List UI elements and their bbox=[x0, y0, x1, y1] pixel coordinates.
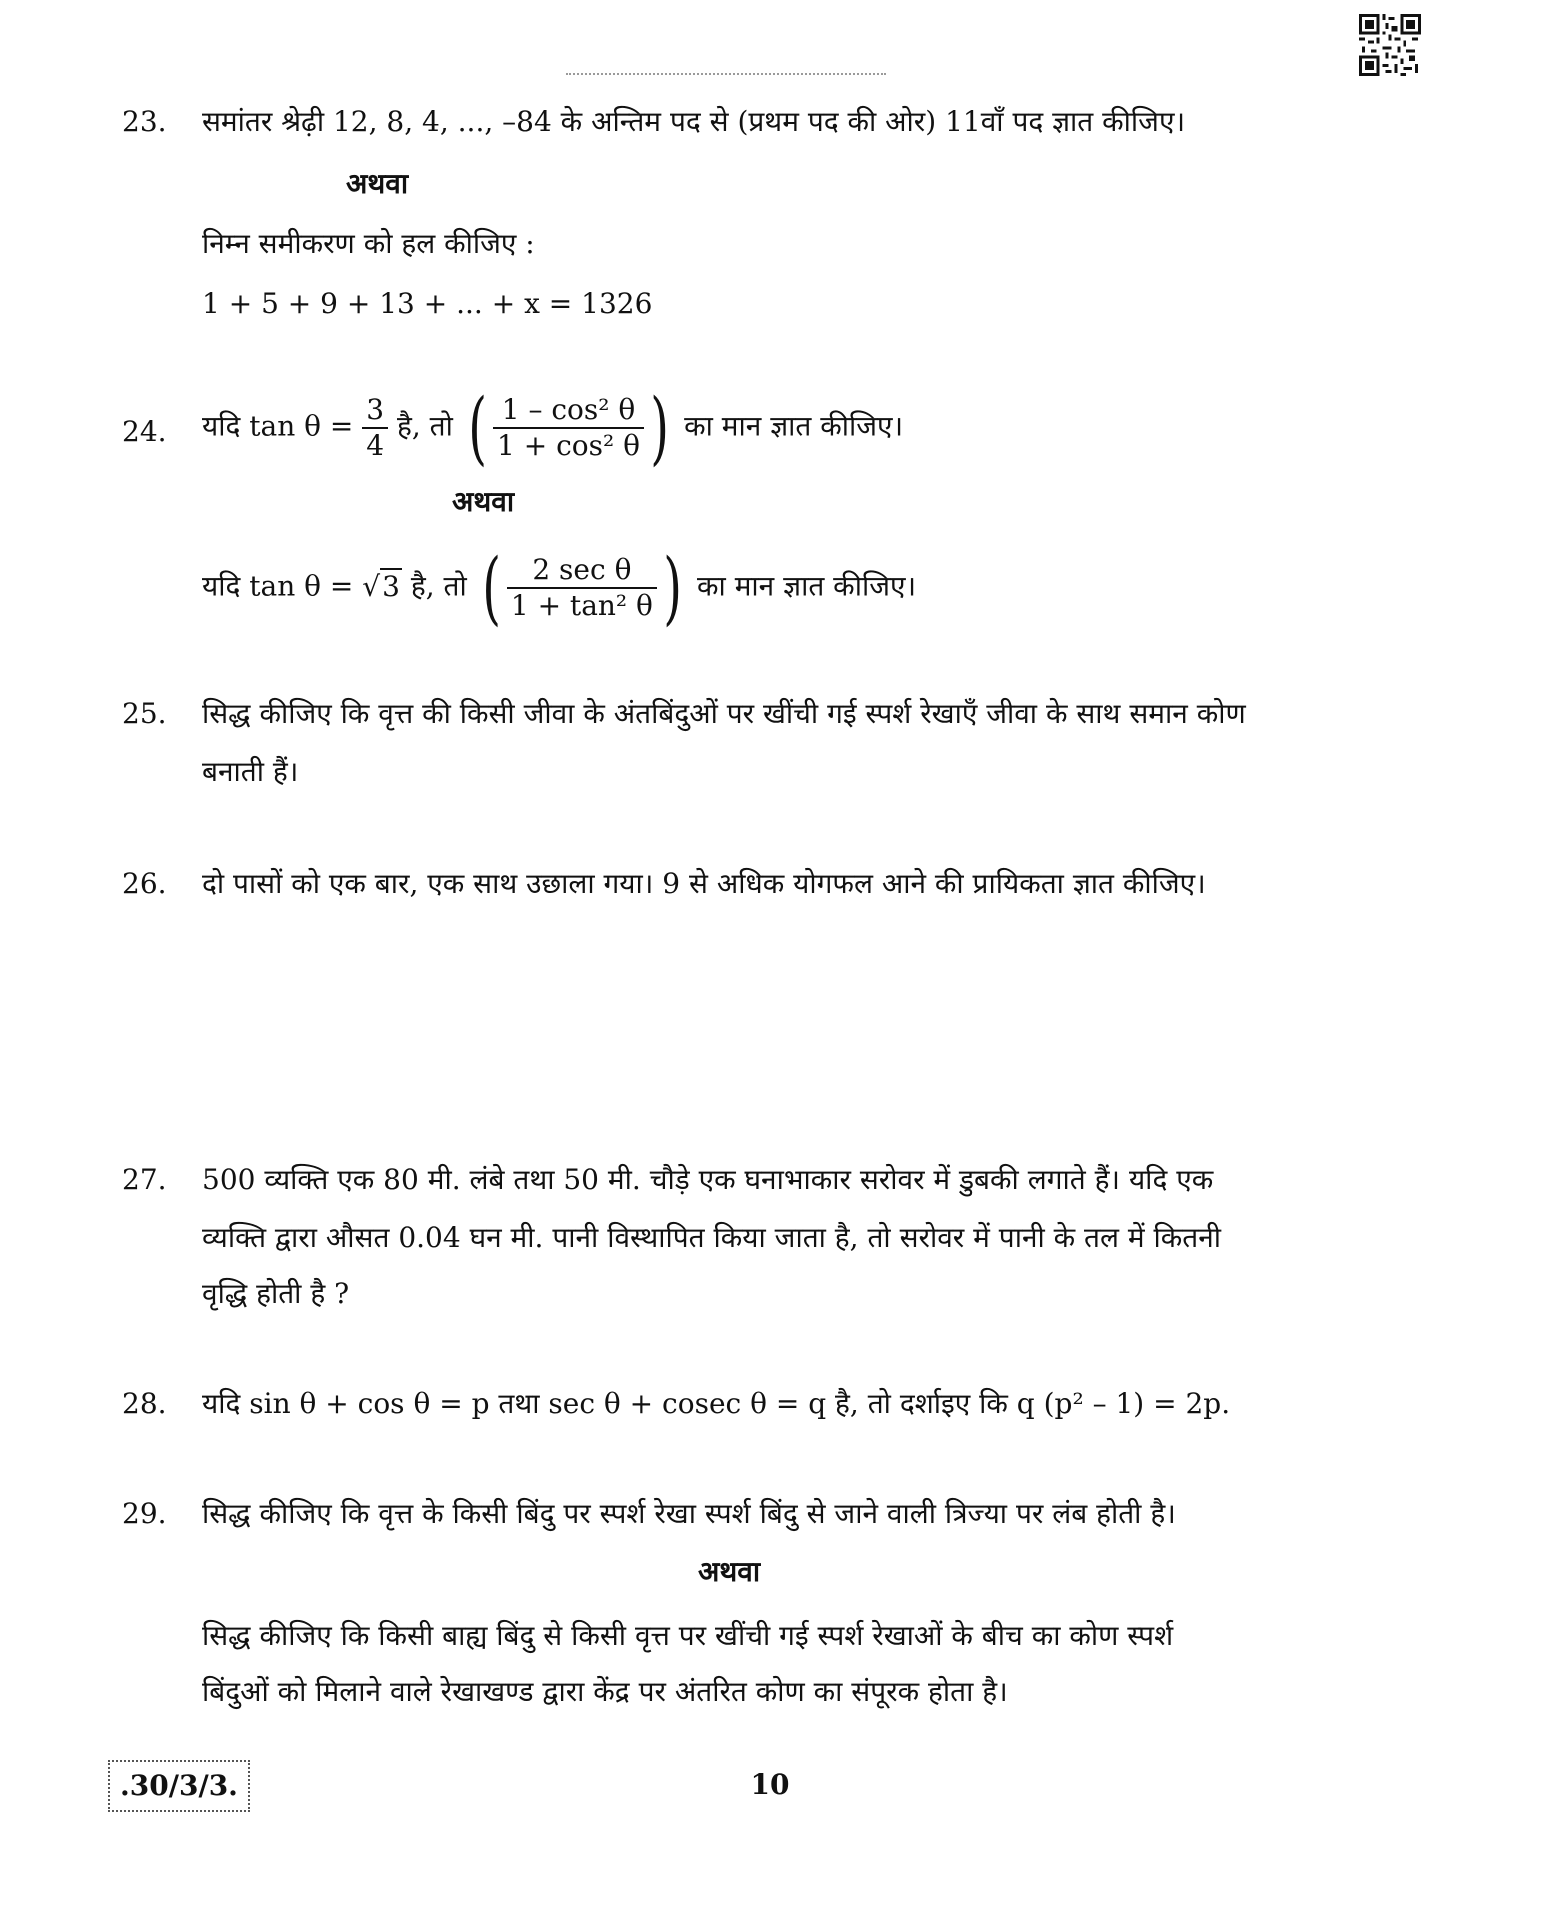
page-number: 10 bbox=[750, 1768, 790, 1801]
fraction-numerator: 1 – cos² θ bbox=[493, 393, 644, 429]
question-24-part1 bbox=[202, 381, 904, 474]
header-divider bbox=[566, 73, 886, 75]
q24-suffix: का मान ज्ञात कीजिए। bbox=[697, 569, 917, 603]
left-paren: ( bbox=[481, 541, 501, 634]
fraction bbox=[507, 553, 657, 623]
or-label: अथवा bbox=[346, 167, 409, 200]
right-paren: ) bbox=[650, 381, 669, 474]
fraction-numerator: 3 bbox=[362, 393, 388, 429]
question-24-part2 bbox=[202, 541, 917, 634]
fraction-denominator: 1 + tan² θ bbox=[510, 589, 653, 622]
question-23-alt-intro: निम्न समीकरण को हल कीजिए : bbox=[202, 227, 535, 260]
qr-code-icon bbox=[1358, 14, 1422, 76]
or-label: अथवा bbox=[452, 485, 515, 518]
right-paren: ) bbox=[663, 541, 682, 634]
question-27-line1: 500 व्यक्ति एक 80 मी. लंबे तथा 50 मी. चौड़े एक घनाभाकार सरोवर में डुबकी लगाते हैं। यदि एक bbox=[202, 1163, 1214, 1196]
fraction-denominator: 1 + cos² θ bbox=[497, 429, 640, 462]
question-number: 24. bbox=[122, 415, 167, 448]
q24-mid: है, तो bbox=[397, 409, 453, 443]
question-number: 23. bbox=[122, 105, 167, 138]
question-25-line2: बनाती हैं। bbox=[202, 755, 299, 788]
paper-code: .30/3/3. bbox=[108, 1760, 250, 1812]
fraction-denominator: 4 bbox=[366, 429, 385, 462]
question-25-line1: सिद्ध कीजिए कि वृत्त की किसी जीवा के अंतबिंदुओं पर खींची गई स्पर्श रेखाएँ जीवा के साथ समान कोण bbox=[202, 697, 1246, 730]
question-number: 28. bbox=[122, 1387, 167, 1420]
question-27-line3: वृद्धि होती है ? bbox=[202, 1277, 350, 1310]
q24-prefix: यदि tan θ = bbox=[202, 409, 354, 443]
question-number: 29. bbox=[122, 1497, 167, 1530]
question-number: 26. bbox=[122, 867, 167, 900]
q24-suffix: का मान ज्ञात कीजिए। bbox=[684, 409, 904, 443]
left-paren: ( bbox=[468, 381, 487, 474]
fraction bbox=[493, 393, 644, 463]
question-number: 27. bbox=[122, 1163, 167, 1196]
q24-mid: है, तो bbox=[410, 569, 467, 603]
question-23-alt-equation: 1 + 5 + 9 + 13 + ... + x = 1326 bbox=[202, 287, 653, 320]
fraction bbox=[362, 393, 388, 463]
question-27-line2: व्यक्ति द्वारा औसत 0.04 घन मी. पानी विस्थापित किया जाता है, तो सरोवर में पानी के तल में कितनी bbox=[202, 1221, 1222, 1254]
radicand: 3 bbox=[382, 569, 400, 603]
fraction-numerator: 2 sec θ bbox=[507, 553, 657, 589]
question-number: 25. bbox=[122, 697, 167, 730]
question-26-text: दो पासों को एक बार, एक साथ उछाला गया। 9 से अधिक योगफल आने की प्रायिकता ज्ञात कीजिए। bbox=[202, 867, 1206, 900]
q24-prefix: यदि tan θ = bbox=[202, 569, 354, 603]
square-root: √3 bbox=[362, 569, 400, 603]
question-29-text: सिद्ध कीजिए कि वृत्त के किसी बिंदु पर स्पर्श रेखा स्पर्श बिंदु से जाने वाली त्रिज्या पर लंब होती है। bbox=[202, 1497, 1176, 1530]
question-29-alt-line1: सिद्ध कीजिए कि किसी बाह्य बिंदु से किसी वृत्त पर खींची गई स्पर्श रेखाओं के बीच का कोण स्पर्श bbox=[202, 1619, 1174, 1652]
question-23-text: समांतर श्रेढ़ी 12, 8, 4, ..., –84 के अन्तिम पद से (प्रथम पद की ओर) 11वाँ पद ज्ञात कीजिए। bbox=[202, 105, 1186, 138]
question-29-alt-line2: बिंदुओं को मिलाने वाले रेखाखण्ड द्वारा केंद्र पर अंतरित कोण का संपूरक होता है। bbox=[202, 1675, 1008, 1708]
or-label: अथवा bbox=[698, 1555, 761, 1588]
question-28-text: यदि sin θ + cos θ = p तथा sec θ + cosec θ = q है, तो दर्शाइए कि q (p² – 1) = 2p. bbox=[202, 1387, 1231, 1420]
